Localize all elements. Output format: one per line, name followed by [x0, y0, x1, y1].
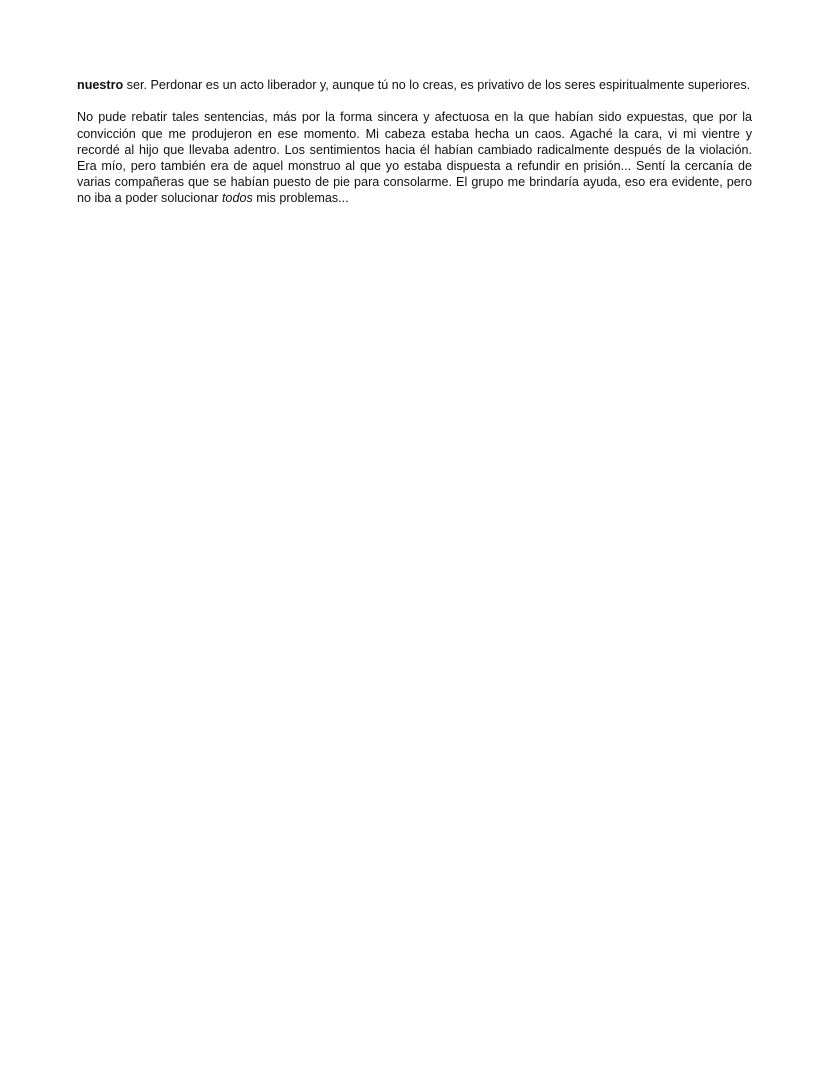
- paragraph-2-ending: mis problemas...: [252, 191, 349, 206]
- paragraph-2-text: No pude rebatir tales sentencias, más por la forma sincera y afectuosa en la que habían sido expuestas, que por la convicción que me produjeron en ese momento. Mi cabeza estaba hecha un caos. Agaché la cara, vi mi vientre y recordé al hijo que llevaba adentro. Los sentimientos hacia él habían cambiado radicalmente después de la violación. Era mío, pero también era de aquel monstruo al que yo estaba dispuesta a refundir en prisión... Sentí la cercanía de varias compañeras que se habían puesto de pie para consolarme. El grupo me brindaría ayuda, eso era evidente, pero no iba a poder solucionar: [77, 110, 752, 206]
- paragraph-1-text: ser. Perdonar es un acto liberador y, aunque tú no lo creas, es privativo de los seres espiritualmente superiores.: [123, 78, 751, 92]
- document-body: [77, 77, 752, 207]
- bold-lead-word: nuestro: [77, 78, 124, 92]
- paragraph-2: [77, 109, 752, 206]
- paragraph-1: [77, 77, 752, 93]
- italic-word: todos: [221, 191, 253, 206]
